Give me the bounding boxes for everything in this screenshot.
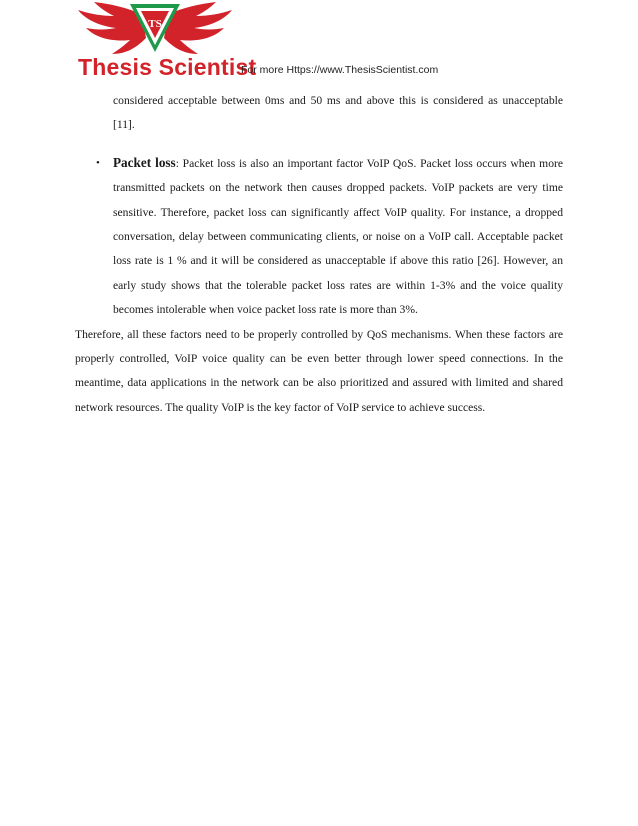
closing-paragraph: Therefore, all these factors need to be properly controlled by QoS mechanisms. When these factors are properly controlled, VoIP voice quality can be even better through lower speed connections. In the meantime, data applications in the network can be also prioritized and assured with limited and shared network resources. The quality VoIP is the key factor of VoIP service to achieve success. <box>75 327 563 414</box>
brand-name: Thesis Scientist <box>78 54 257 80</box>
bullet-marker: • <box>96 156 100 169</box>
document-body <box>75 89 563 420</box>
bullet-list <box>75 151 563 323</box>
bullet-term: Packet loss <box>113 154 176 170</box>
thesis-scientist-logo-icon <box>72 0 238 58</box>
bullet-text: : Packet loss is also an important factor VoIP QoS. Packet loss occurs when more transmitted packets on the network then causes dropped packets. VoIP packets are very time sensitive. Therefore, packet loss can significantly affect VoIP quality. For instance, a dropped conversation, delay between communicating clients, or noise on a VoIP call. Acceptable packet loss rate is 1 % and it will be considered as unacceptable if above this ratio [26]. However, an early study shows that the tolerable packet loss rates are within 1-3% and the voice quality becomes intolerable when voice packet loss rate is more than 3%. <box>113 156 564 317</box>
list-item <box>96 151 564 323</box>
continuation-paragraph: considered acceptable between 0ms and 50 ms and above this is considered as unacceptable [11]. <box>113 94 563 132</box>
logo-letters: TS <box>148 18 162 30</box>
header-website-link[interactable]: For more Https://www.ThesisScientist.com <box>241 64 439 76</box>
